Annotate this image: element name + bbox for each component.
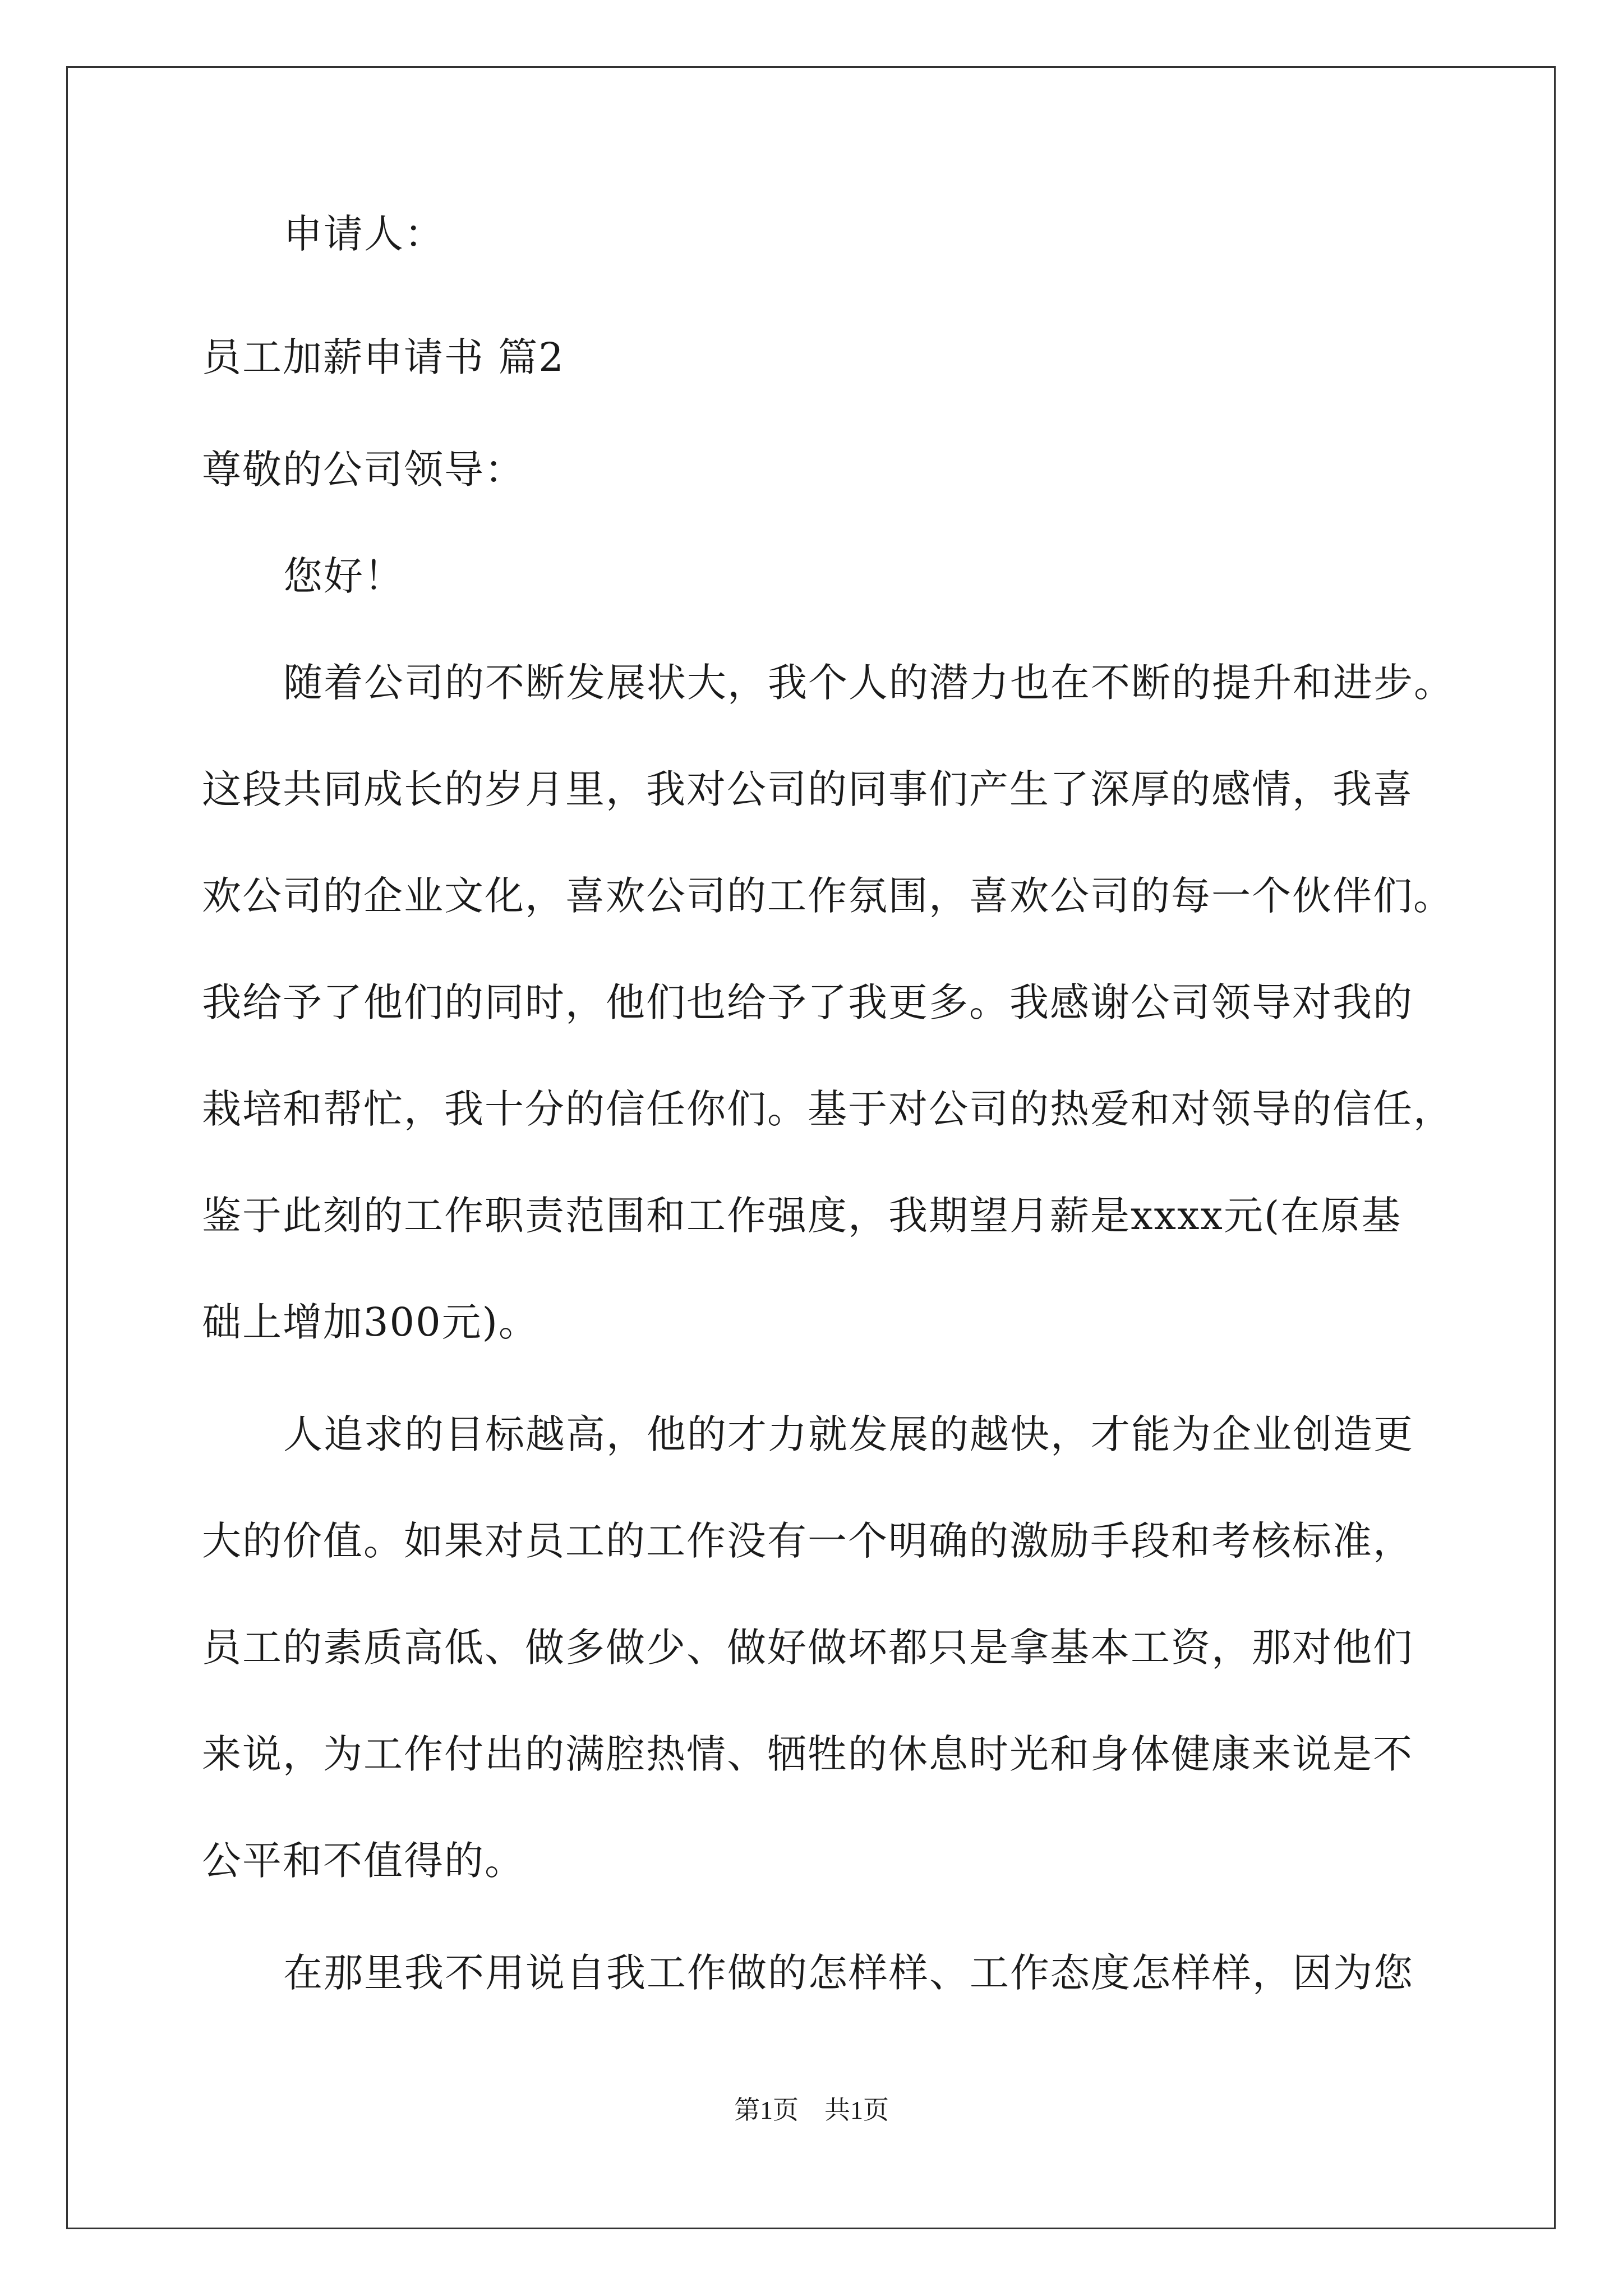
body-line: 这段共同成长的岁月里，我对公司的同事们产生了深厚的感情，我喜 — [202, 766, 1413, 812]
body-line: 我给予了他们的同时，他们也给予了我更多。我感谢公司领导对我的 — [202, 979, 1413, 1025]
body-line: 鉴于此刻的工作职责范围和工作强度，我期望月薪是xxxx元(在原基 — [202, 1193, 1402, 1239]
body-line: 公平和不值得的。 — [202, 1838, 525, 1884]
body-line: 大的价值。如果对员工的工作没有一个明确的激励手段和考核标准， — [202, 1518, 1413, 1564]
body-line: 员工的素质高低、做多做少、做好做坏都只是拿基本工资，那对他们 — [202, 1625, 1413, 1671]
page-number-footer: 第1页 共1页 — [734, 2096, 889, 2124]
body-line: 欢公司的企业文化，喜欢公司的工作氛围，喜欢公司的每一个伙伴们。 — [202, 873, 1454, 919]
body-line: 人追求的目标越高，他的才力就发展的越快，才能为企业创造更 — [283, 1411, 1414, 1457]
body-line: 础上增加300元)。 — [202, 1299, 539, 1345]
applicant-label: 申请人： — [283, 211, 445, 257]
body-line: 来说，为工作付出的满腔热情、牺牲的休息时光和身体健康来说是不 — [202, 1731, 1413, 1777]
body-line: 在那里我不用说自我工作做的怎样样、工作态度怎样样，因为您 — [283, 1950, 1414, 1996]
section-heading: 员工加薪申请书 篇2 — [202, 334, 565, 380]
body-line: 随着公司的不断发展状大，我个人的潜力也在不断的提升和进步。 — [283, 660, 1454, 706]
body-line: 栽培和帮忙，我十分的信任你们。基于对公司的热爱和对领导的信任， — [202, 1086, 1454, 1132]
greeting: 您好！ — [283, 553, 404, 599]
page-border — [66, 66, 1556, 2229]
salutation: 尊敬的公司领导： — [202, 447, 525, 493]
